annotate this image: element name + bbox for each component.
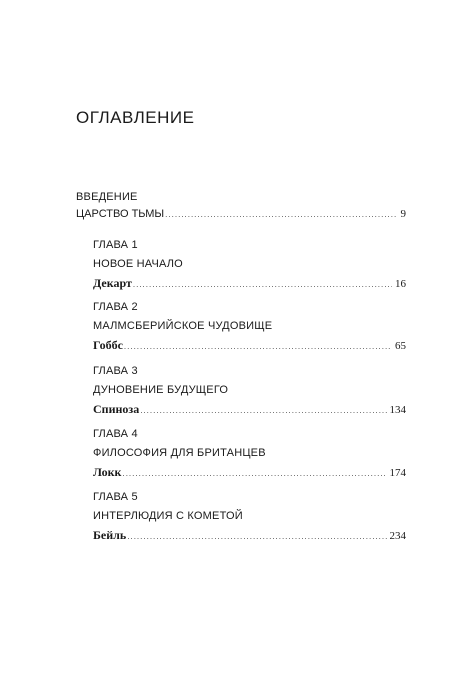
dot-leader [127, 532, 386, 541]
toc-entry[interactable] [93, 465, 406, 480]
chapter-title: МАЛМСБЕРИЙСКОЕ ЧУДОВИЩЕ [93, 320, 273, 332]
page-number: 234 [389, 530, 406, 542]
page-number: 174 [389, 467, 406, 479]
intro-title: ЦАРСТВО ТЬМЫ [76, 208, 165, 220]
chapter-label: ГЛАВА 5 [93, 491, 138, 503]
page-number: 134 [389, 404, 406, 416]
chapter-4 [93, 427, 406, 480]
chapter-author: Спиноза [93, 402, 140, 416]
dot-leader [124, 342, 392, 351]
page-number: 9 [400, 208, 406, 220]
page-number: 16 [395, 278, 406, 290]
chapter-title: ФИЛОСОФИЯ ДЛЯ БРИТАНЦЕВ [93, 447, 266, 459]
chapter-author: Локк [93, 465, 122, 479]
page-title: ОГЛАВЛЕНИЕ [76, 108, 195, 127]
dot-leader [140, 406, 386, 415]
dot-leader [165, 210, 397, 219]
page-number: 65 [395, 340, 406, 352]
chapter-3 [93, 364, 406, 417]
chapter-author: Гоббс [93, 338, 123, 352]
chapter-label: ГЛАВА 1 [93, 239, 138, 251]
intro-heading: ВВЕДЕНИЕ [76, 191, 138, 203]
chapter-author: Декарт [93, 276, 132, 290]
chapter-title: НОВОЕ НАЧАЛО [93, 258, 183, 270]
toc-entry[interactable] [93, 338, 406, 353]
chapter-author: Бейль [93, 528, 127, 542]
chapter-1 [93, 238, 406, 291]
toc-entry-intro[interactable] [76, 208, 406, 220]
toc-entry[interactable] [93, 276, 406, 291]
toc-entry[interactable] [93, 402, 406, 417]
chapter-label: ГЛАВА 2 [93, 301, 138, 313]
toc-entry[interactable] [93, 528, 406, 543]
dot-leader [133, 280, 392, 289]
chapter-label: ГЛАВА 4 [93, 428, 138, 440]
chapter-label: ГЛАВА 3 [93, 365, 138, 377]
chapter-title: ИНТЕРЛЮДИЯ С КОМЕТОЙ [93, 510, 243, 522]
dot-leader [122, 469, 386, 478]
chapter-5 [93, 490, 406, 543]
chapter-2 [93, 300, 406, 353]
chapter-title: ДУНОВЕНИЕ БУДУЩЕГО [93, 384, 229, 396]
